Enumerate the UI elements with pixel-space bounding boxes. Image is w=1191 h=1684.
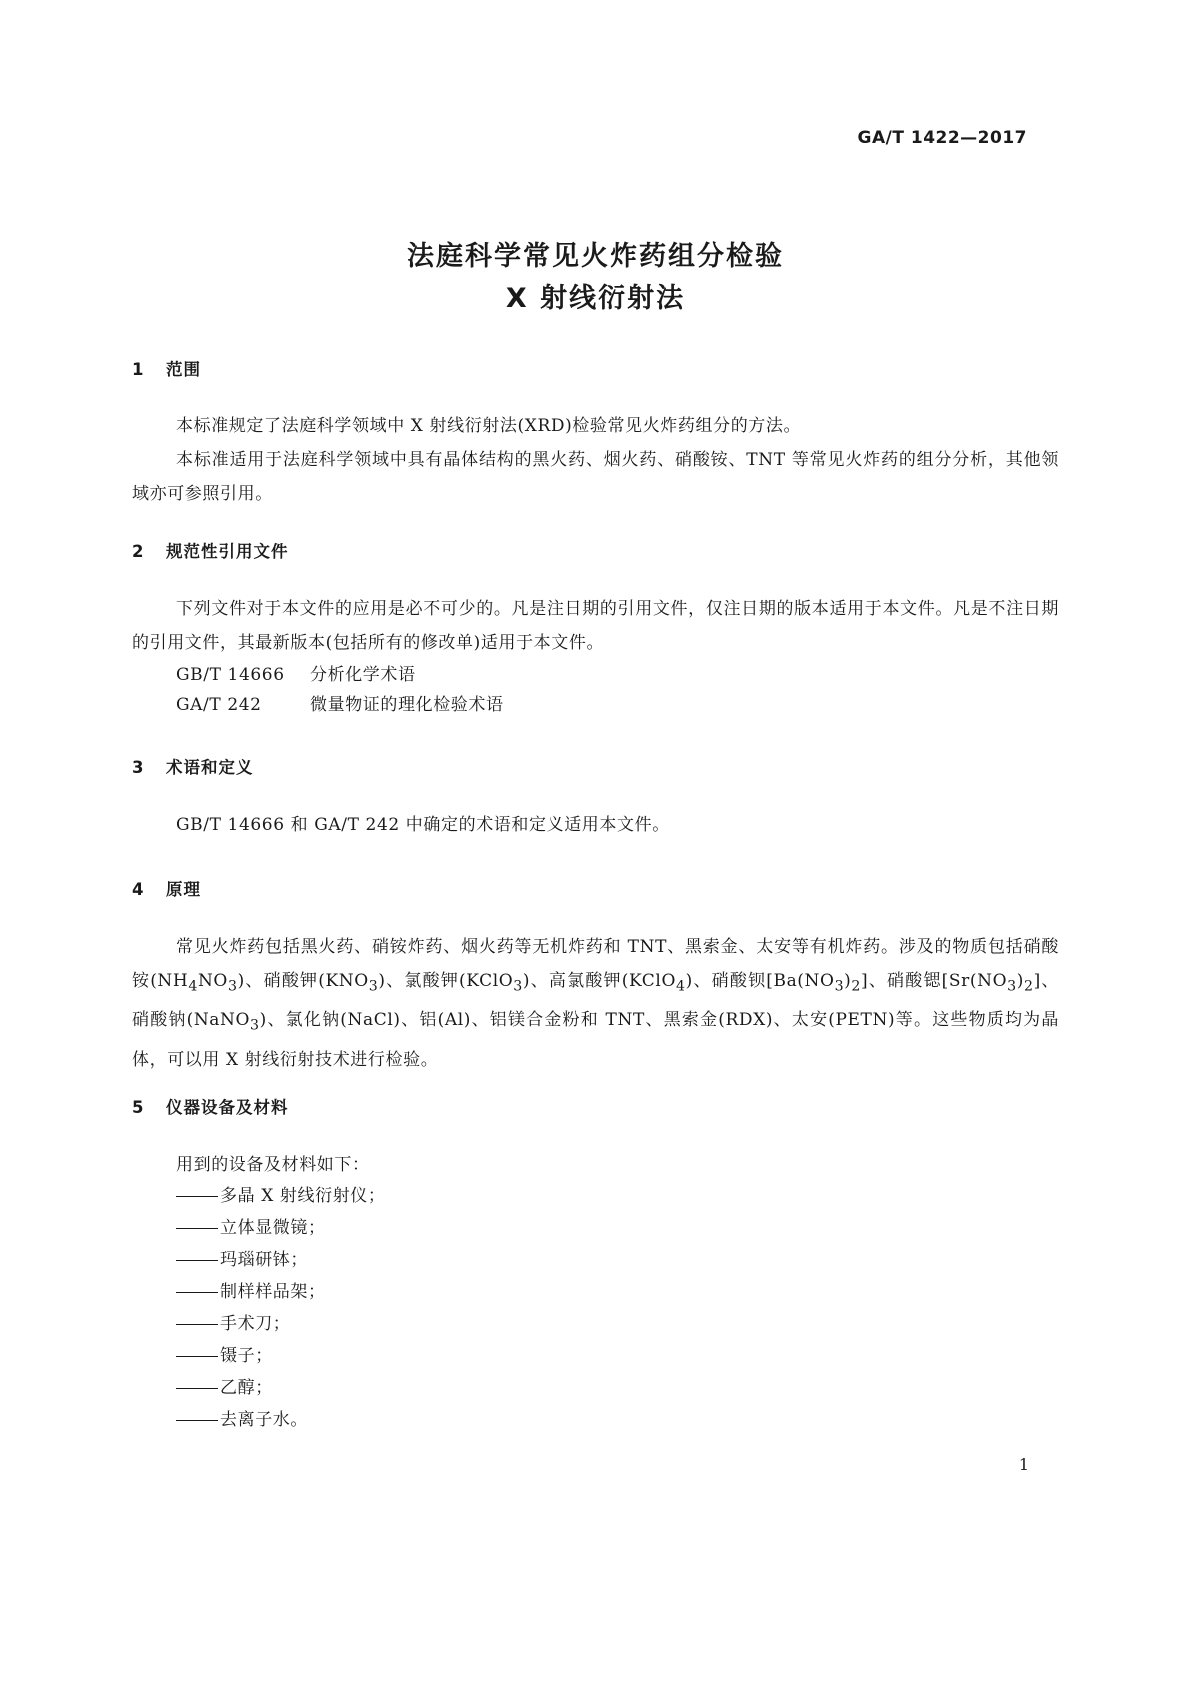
list-item-text: 立体显微镜； (220, 1218, 326, 1238)
list-item (176, 1212, 326, 1244)
text-run: ]、硝酸钠(NaNO (132, 971, 1059, 1031)
section-4-paragraph-1 (132, 930, 1059, 1077)
reference-code: GA/T 242 (176, 695, 262, 715)
text-run: )、硝酸钡[Ba(NO (685, 971, 835, 991)
list-item (176, 1308, 290, 1340)
section-title: 术语和定义 (166, 758, 254, 777)
dash-marker (176, 1196, 218, 1197)
section-3-paragraph-1: GB/T 14666 和 GA/T 242 中确定的术语和定义适用本文件。 (176, 815, 670, 835)
text-run: NO (197, 971, 228, 991)
list-item-text: 乙醇； (220, 1378, 273, 1398)
section-title: 范围 (166, 360, 201, 379)
text-run: ]、硝酸锶[Sr(NO (861, 971, 1008, 991)
subscript: 3 (368, 978, 379, 995)
list-item (176, 1404, 308, 1436)
subscript: 2 (851, 978, 862, 995)
section-3-heading (132, 754, 254, 778)
dash-marker (176, 1324, 218, 1325)
standard-id: GA/T 1422—2017 (857, 128, 1027, 148)
section-title: 仪器设备及材料 (166, 1098, 289, 1117)
dash-marker (176, 1292, 218, 1293)
list-item-text: 手术刀； (220, 1314, 291, 1334)
page-number: 1 (1018, 1455, 1029, 1474)
list-item-text: 多晶 X 射线衍射仪； (220, 1186, 386, 1206)
dash-marker (176, 1228, 218, 1229)
dash-marker (176, 1356, 218, 1357)
section-number: 1 (132, 360, 145, 379)
reference-code: GB/T 14666 (176, 665, 285, 685)
text-run: )、硝酸钾(KNO (237, 971, 369, 991)
subscript: 3 (227, 978, 238, 995)
section-2-heading (132, 538, 289, 562)
document-title (0, 236, 1191, 320)
subscript: 3 (250, 1017, 260, 1034)
list-item (176, 1372, 273, 1404)
section-title: 规范性引用文件 (166, 542, 289, 561)
dash-marker (176, 1388, 218, 1389)
list-item (176, 1340, 273, 1372)
list-item (176, 1180, 386, 1212)
section-5-heading (132, 1094, 289, 1118)
section-1-paragraph-1: 本标准规定了法庭科学领域中 X 射线衍射法(XRD)检验常见火炸药组分的方法。 (176, 416, 802, 436)
subscript: 4 (188, 978, 198, 995)
reference-name: 微量物证的理化检验术语 (310, 695, 504, 715)
section-number: 4 (132, 880, 145, 899)
reference-item (176, 658, 416, 692)
section-1-heading (132, 356, 201, 380)
section-4-heading (132, 876, 201, 900)
section-title: 原理 (166, 880, 201, 899)
reference-item (176, 688, 504, 722)
list-item (176, 1244, 308, 1276)
subscript: 3 (834, 978, 845, 995)
text-run: ) (844, 971, 852, 991)
text-run: )、氯化钠(NaCl)、铝(Al)、铝镁合金粉和 TNT、黑索金(RDX)、太安(PETN)等。这些物质均为晶体，可以用 X 射线衍射技术进行检验。 (132, 1010, 1059, 1070)
list-item-text: 制样样品架； (220, 1282, 326, 1302)
text-run: ) (1016, 971, 1024, 991)
subscript: 3 (1007, 978, 1017, 995)
list-item-text: 镊子； (220, 1346, 273, 1366)
list-item (176, 1276, 326, 1308)
list-item-text: 去离子水。 (220, 1410, 308, 1430)
section-5-intro: 用到的设备及材料如下： (176, 1155, 370, 1175)
section-1-paragraph-2: 本标准适用于法庭科学领域中具有晶体结构的黑火药、烟火药、硝酸铵、TNT 等常见火炸药的组分分析，其他领域亦可参照引用。 (132, 450, 1059, 504)
subscript: 4 (676, 978, 686, 995)
section-number: 2 (132, 542, 145, 561)
text-run: 常见火炸药包括黑火药、硝铵炸药、烟火药等无机炸药和 TNT、黑索金、太安等有机炸药。涉及的物质包括硝酸铵(NH (132, 937, 1059, 991)
list-item-text: 玛瑙研钵； (220, 1250, 308, 1270)
text-run: )、氯酸钾(KClO (378, 971, 514, 991)
dash-marker (176, 1420, 218, 1421)
title-line-2: X 射线衍射法 (505, 283, 686, 314)
section-2-paragraph-1: 下列文件对于本文件的应用是必不可少的。凡是注日期的引用文件，仅注日期的版本适用于本文件。凡是不注日期的引用文件，其最新版本(包括所有的修改单)适用于本文件。 (132, 599, 1059, 653)
subscript: 2 (1023, 978, 1034, 995)
dash-marker (176, 1260, 218, 1261)
title-line-1: 法庭科学常见火炸药组分检验 (407, 241, 784, 272)
text-run: )、高氯酸钾(KClO (522, 971, 676, 991)
section-number: 5 (132, 1098, 145, 1117)
section-number: 3 (132, 758, 145, 777)
reference-name: 分析化学术语 (310, 665, 416, 685)
subscript: 3 (513, 978, 523, 995)
